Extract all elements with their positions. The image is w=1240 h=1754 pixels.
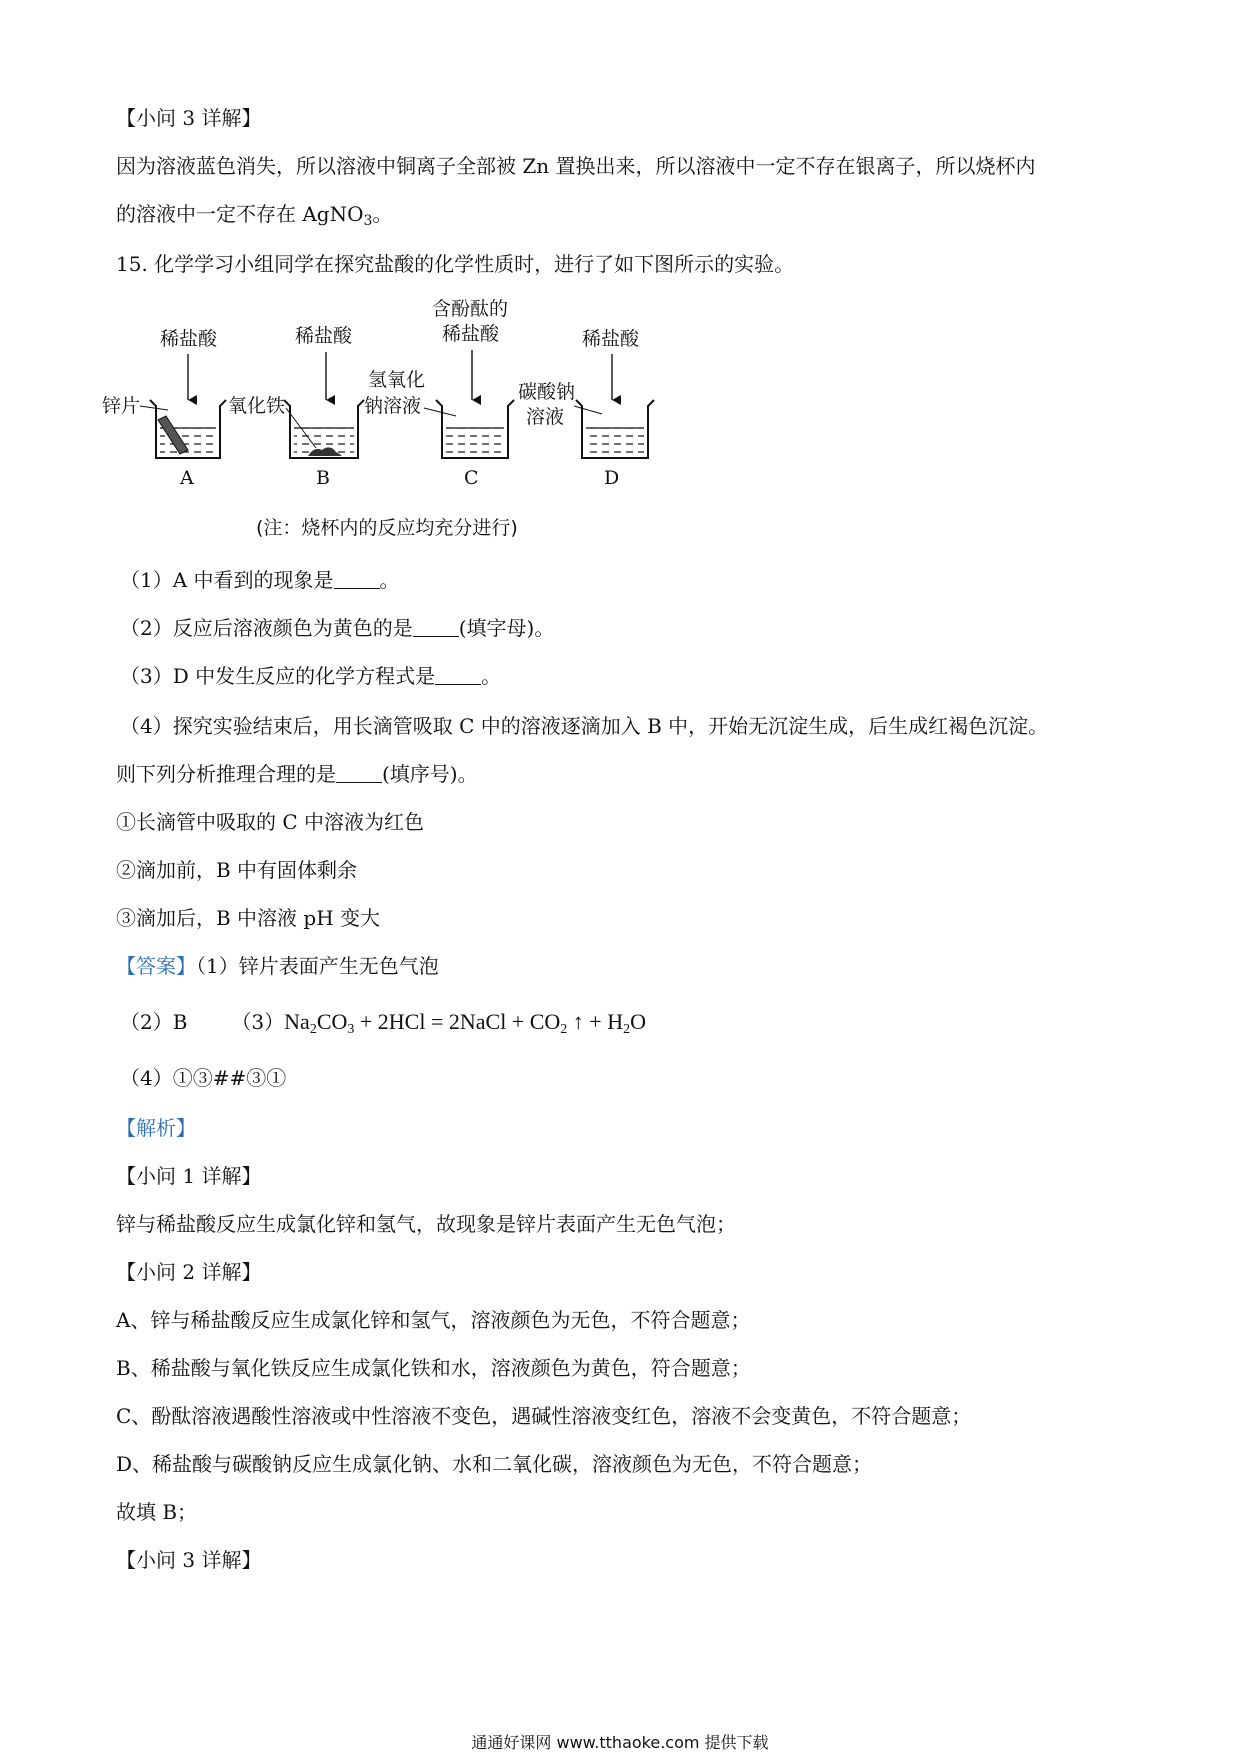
reagent-label-b: 氧化铁 [228, 395, 286, 417]
part2: （2）反应后溶液颜色为黄色的是 (填字母)。 [120, 616, 555, 640]
reagent-label-c-line1: 氢氧化 [368, 369, 426, 391]
analysis-s3-header: 【小问 3 详解】 [116, 1548, 262, 1572]
leader-c [424, 408, 456, 416]
beaker-label-c: C [464, 467, 479, 489]
analysis-s1-text: 锌与稀盐酸反应生成氯化锌和氢气，故现象是锌片表面产生无色气泡； [116, 1212, 736, 1236]
analysis-s1-header: 【小问 1 详解】 [116, 1164, 262, 1188]
reagent-label-d-line1: 碳酸钠 [518, 381, 576, 403]
answer-line1: 【答案】（1）锌片表面产生无色气泡 [116, 954, 439, 978]
beaker-c [436, 400, 514, 458]
chemical-equation: $Na_2CO_3 + 2HCl$ = 2NaCl + $CO_2$ ↑ + $H_2O$ [284, 1009, 646, 1037]
option-3: ③滴加后，B 中溶液 pH 变大 [116, 906, 381, 930]
subq3-text-line2: 的溶液中一定不存在 AgNO$_3$。 [116, 202, 393, 229]
part4-line2: 则下列分析推理合理的是 (填序号)。 [116, 762, 478, 786]
acid-label-c-line1: 含酚酞的 [432, 298, 509, 320]
analysis-s2-end: 故填 B； [116, 1500, 198, 1524]
analysis-s2-header: 【小问 2 详解】 [116, 1260, 262, 1284]
question-stem: 15. 化学学习小组同学在探究盐酸的化学性质时，进行了如下图所示的实验。 [116, 252, 795, 276]
leader-a [140, 406, 168, 410]
part1: （1）A 中看到的现象是 。 [120, 568, 400, 592]
analysis-tag: 【解析】 [116, 1116, 196, 1140]
acid-label-c-line2: 稀盐酸 [442, 323, 500, 345]
beaker-label-b: B [316, 467, 330, 489]
analysis-s2-b: B、稀盐酸与氧化铁反应生成氯化铁和水，溶液颜色为黄色，符合题意； [116, 1356, 751, 1380]
experiment-figure [102, 296, 750, 544]
part3: （3）D 中发生反应的化学方程式是 。 [120, 664, 502, 688]
beaker-label-d: D [604, 467, 620, 489]
acid-label-a: 稀盐酸 [160, 328, 218, 350]
analysis-s2-a: A、锌与稀盐酸反应生成氯化锌和氢气，溶液颜色为无色，不符合题意； [116, 1308, 751, 1332]
beaker-b [284, 400, 364, 458]
page-footer: 通通好课网 www.tthaoke.com 提供下载 [471, 1733, 769, 1752]
beaker-label-a: A [180, 467, 194, 489]
reagent-label-d-line2: 溶液 [526, 406, 565, 428]
subq3-header: 【小问 3 详解】 [116, 106, 262, 130]
answer-blank-1 [334, 570, 380, 589]
leader-d [574, 406, 602, 414]
beaker-d [576, 400, 654, 458]
subq3-text-line1: 因为溶液蓝色消失，所以溶液中铜离子全部被 Zn 置换出来，所以溶液中一定不存在银离子，所以烧杯内 [116, 154, 1036, 178]
figure-note: (注：烧杯内的反应均充分进行) [256, 517, 518, 539]
acid-label-d: 稀盐酸 [582, 328, 640, 350]
analysis-s2-d: D、稀盐酸与碳酸钠反应生成氯化钠、水和二氧化碳，溶液颜色为无色，不符合题意； [116, 1452, 873, 1476]
reagent-label-a: 锌片 [102, 395, 141, 417]
analysis-s2-c: C、酚酞溶液遇酸性溶液或中性溶液不变色，遇碱性溶液变红色，溶液不会变黄色，不符合题意； [116, 1404, 972, 1428]
option-1: ①长滴管中吸取的 C 中溶液为红色 [116, 810, 425, 834]
answer-tag: 【答案】 [116, 954, 196, 978]
option-2: ②滴加前，B 中有固体剩余 [116, 858, 358, 882]
part4-line1: （4）探究实验结束后，用长滴管吸取 C 中的溶液逐滴加入 B 中，开始无沉淀生成，后生成红褐色沉淀。 [120, 714, 1049, 738]
reagent-label-c-line2: 钠溶液 [364, 395, 422, 417]
answer-line3: （4）①③##③① [120, 1066, 287, 1090]
answer-blank-2 [413, 618, 459, 637]
answer-blank-4 [336, 764, 382, 783]
answer-blank-3 [435, 666, 481, 685]
acid-label-b: 稀盐酸 [295, 325, 353, 347]
answer-line2: （2）B $(3)Na_2CO_3 + 2HCl$ = 2NaCl + $CO_2$ ↑ + $H_2O$ [120, 1009, 646, 1037]
